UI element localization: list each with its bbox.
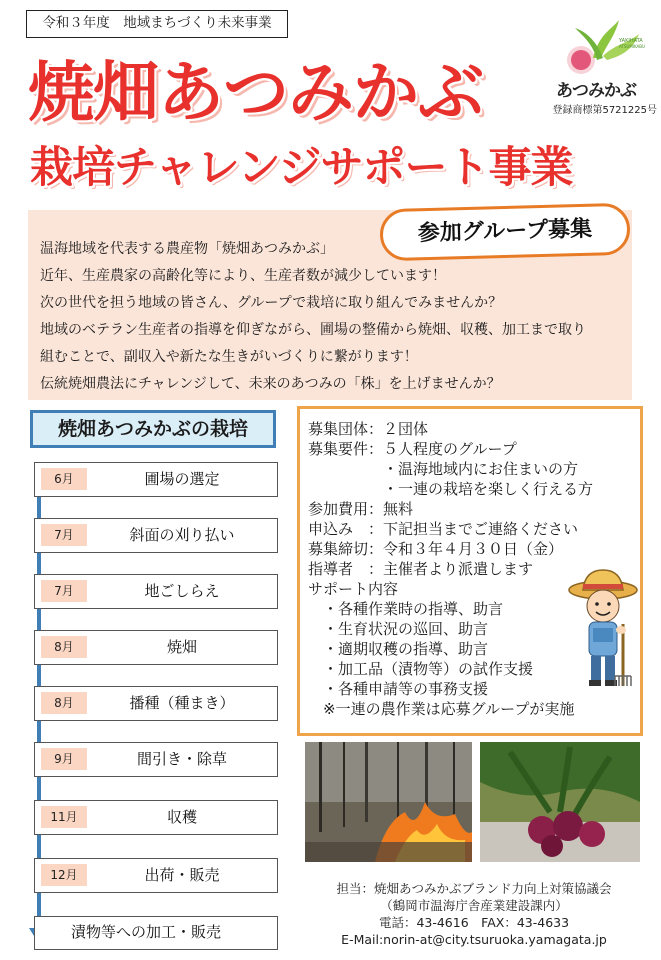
- contact-line: 担当：焼畑あつみかぶブランド力向上対策協議会: [336, 881, 612, 896]
- final-step: 漬物等への加工・販売: [34, 916, 278, 950]
- cultivation-step: [34, 518, 278, 553]
- intro-line: 温海地域を代表する農産物「焼畑あつみかぶ」: [40, 241, 334, 257]
- detail-line: ・生育状況の巡回、助言: [308, 620, 489, 638]
- intro-line: 伝統焼畑農法にチャレンジして、未来のあつみの「株」を上げませんか？: [40, 376, 501, 392]
- detail-line: ・温海地域内にお住まいの方: [308, 460, 579, 478]
- intro-line: 近年、生産農家の高齢化等により、生産者数が減少しています！: [40, 268, 446, 284]
- field-burning-photo: [305, 742, 472, 862]
- step-label: 地ごしらえ: [144, 582, 220, 600]
- cultivation-step: [34, 686, 278, 721]
- detail-line: サポート内容: [308, 580, 399, 598]
- step-month: 6月: [41, 468, 87, 490]
- step-label: 播種（種まき）: [129, 694, 235, 712]
- detail-line: 参加費用：無料: [308, 500, 414, 518]
- intro-line: 次の世代を担う地域の皆さん、グループで栽培に取り組んでみませんか？: [40, 295, 503, 311]
- svg-text:ATSUMIKABU: ATSUMIKABU: [619, 44, 645, 49]
- detail-line: ・一連の栽培を楽しく行える方: [308, 480, 594, 498]
- step-month: 11月: [41, 806, 87, 828]
- detail-line: 募集要件：５人程度のグループ: [308, 440, 517, 458]
- cultivation-step: [34, 858, 278, 893]
- step-month: 8月: [41, 636, 87, 658]
- step-month: 12月: [41, 864, 87, 886]
- turnip-leaf-logo-icon: [553, 14, 653, 78]
- contact-line: 電話：43-4616 FAX：43-4633: [378, 915, 570, 930]
- cultivation-step: [34, 800, 278, 835]
- step-label: 圃場の選定: [144, 470, 220, 488]
- page-subtitle: 栽培チャレンジサポート事業: [30, 143, 573, 193]
- step-month: 8月: [41, 692, 87, 714]
- page-title: 焼畑あつみかぶ: [28, 54, 483, 131]
- detail-line: 申込み ：下記担当までご連絡ください: [308, 520, 579, 538]
- cultivation-title: 焼畑あつみかぶの栽培: [30, 410, 276, 448]
- step-label: 間引き・除草: [136, 750, 227, 768]
- contact-info: [305, 880, 643, 952]
- step-month: 7月: [41, 524, 87, 546]
- step-month: 7月: [41, 580, 87, 602]
- step-month: 9月: [41, 748, 87, 770]
- intro-line: 地域のベテラン生産者の指導を仰ぎながら、圃場の整備から焼畑、収穫、加工まで取り: [40, 322, 586, 338]
- contact-line: （鶴岡市温海庁舎産業建設課内）: [380, 898, 568, 913]
- brand-logo: [545, 14, 657, 120]
- cultivation-step: [34, 742, 278, 777]
- detail-line: ・適期収穫の指導、助言: [308, 640, 489, 658]
- detail-line: 募集締切：令和３年４月３０日（金）: [308, 540, 564, 558]
- detail-line: ・各種作業時の指導、助言: [308, 600, 504, 618]
- registered-trademark: 登録商標第5721225号: [552, 105, 657, 116]
- detail-line: ・加工品（漬物等）の試作支援: [308, 660, 534, 678]
- step-label: 斜面の刈り払い: [129, 526, 235, 544]
- detail-line: ※一連の農作業は応募グループが実施: [308, 700, 575, 718]
- detail-line: ・各種申請等の事務支援: [308, 680, 489, 698]
- cultivation-step: [34, 462, 278, 497]
- detail-line: 募集団体：２団体: [308, 420, 429, 438]
- contact-email: E-Mail:norin-at@city.tsuruoka.yamagata.jp: [341, 932, 607, 947]
- header-tag: 令和３年度 地域まちづくり未来事業: [26, 10, 288, 38]
- harvested-turnips-photo: [480, 742, 640, 862]
- step-label: 出荷・販売: [144, 866, 220, 884]
- step-label: 収穫: [166, 808, 197, 826]
- svg-text:YAKIHATA: YAKIHATA: [619, 38, 643, 44]
- intro-line: 組むことで、副収入や新たな生きがいづくりに繋がります！: [40, 349, 418, 365]
- step-label: 焼畑: [166, 638, 197, 656]
- farmer-illustration-icon: [567, 568, 639, 692]
- logo-text: あつみかぶ: [556, 81, 636, 101]
- cultivation-step: [34, 630, 278, 665]
- recruit-badge: 参加グループ募集: [379, 203, 630, 262]
- intro-text: [40, 236, 630, 398]
- cultivation-step: [34, 574, 278, 609]
- detail-line: 指導者 ：主催者より派遣します: [308, 560, 534, 578]
